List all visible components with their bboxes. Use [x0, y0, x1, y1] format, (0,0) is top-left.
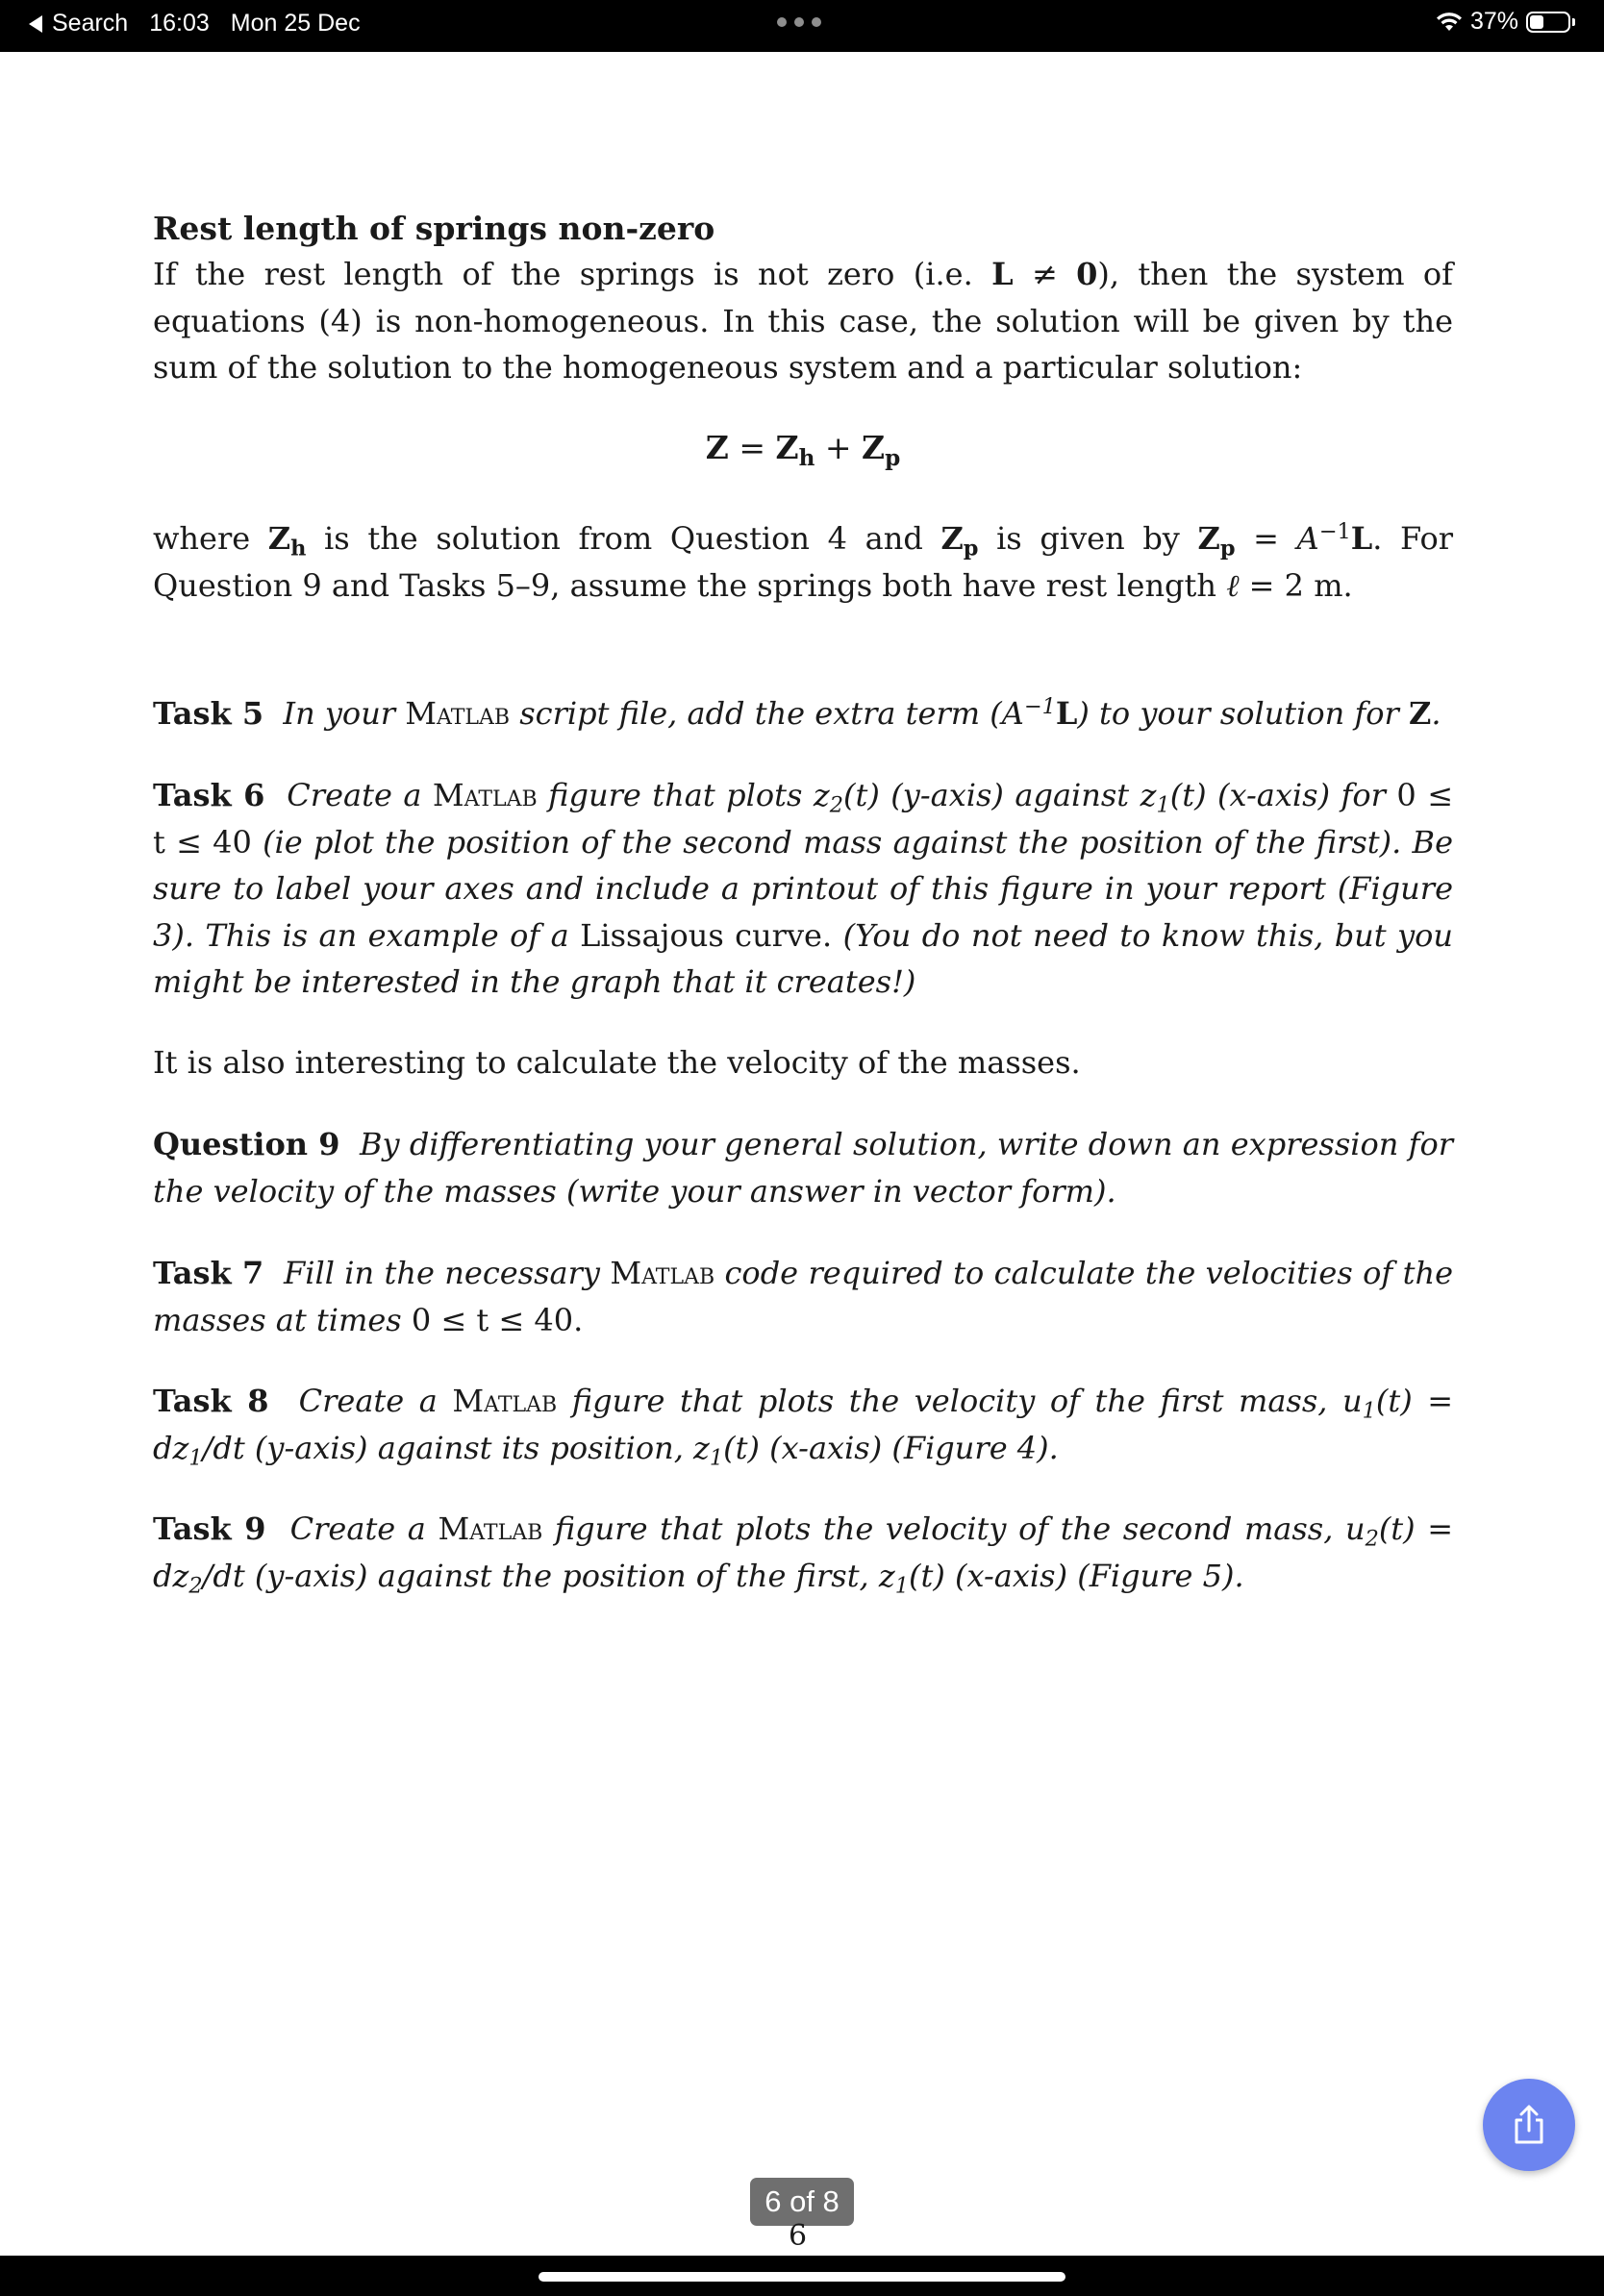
battery-cap	[1572, 18, 1575, 26]
task-8: Task 8 Create a Matlab figure that plots the velocity of the first mass, $u_1(t) = dz_1/dt$ (y-axis) against its position, $z_1(t)$ (x-axis) (Figure 4).	[153, 1383, 1454, 1471]
task-7: Task 7 Fill in the necessary Matlab code required to calculate the velocities of the masses at times 0 ≤ t ≤ 40.	[153, 1255, 1454, 1338]
question-9: Question 9 By differentiating your general solution, write down an expression for the velocity of the masses (write your answer in vector form).	[153, 1126, 1454, 1210]
page-number: 6	[789, 2219, 808, 2253]
wifi-icon	[1436, 12, 1463, 33]
dot	[777, 17, 787, 27]
battery-icon	[1526, 12, 1570, 33]
task-5: Task 5 In your Matlab script file, add the extra term $(A^{-1}L)$ to your solution for Z.	[153, 693, 1441, 732]
home-indicator[interactable]	[539, 2272, 1065, 2282]
task-6: Task 6 Create a Matlab figure that plots $z_2(t)$ (y-axis) against $z_1(t)$ (x-axis) for 0 ≤ t ≤ 40 (ie plot the position of the second mass against the position of the first). Be sure to label your axes and include a printout of this figure in your report (Figure 3). This is an example of a Lissajous curve. (You do not need to know this, but you might be interested in the graph that it creates!)	[153, 777, 1454, 1000]
back-to-search[interactable]	[29, 10, 361, 37]
task-9: Task 9 Create a Matlab figure that plots the velocity of the second mass, $u_2(t) = dz_2/dt$ (y-axis) against the position of the first, $z_1(t)$ (x-axis) (Figure 5).	[153, 1510, 1454, 1599]
back-label[interactable]: Search	[52, 10, 129, 37]
share-button[interactable]	[1483, 2079, 1575, 2171]
multitask-dots[interactable]	[777, 17, 821, 27]
status-date: Mon 25 Dec	[230, 10, 361, 37]
status-indicators	[1436, 8, 1575, 36]
equation-z: $Z = Z_h + Z_p$	[705, 429, 901, 471]
paragraph-particular: where $Z_h$ is the solution from Question 4 and $Z_p$ is given by $Z_p = A^{-1}L$. For Question 9 and Tasks 5–9, assume the springs both have rest length ℓ = 2 m.	[153, 518, 1454, 604]
battery-percent: 37%	[1469, 8, 1518, 35]
status-time: 16:03	[149, 10, 210, 37]
paragraph-intro: If the rest length of the springs is not zero (i.e. L ≠ 0), then the system of equations (4) is non-homogeneous. In this case, the solution will be given by the sum of the solution to the homogeneous system and a particular solution:	[153, 256, 1454, 386]
back-arrow-icon[interactable]	[29, 15, 42, 33]
status-bar	[0, 0, 1604, 52]
page-indicator: 6 of 8	[750, 2178, 854, 2226]
dot	[812, 17, 821, 27]
section-heading: Rest length of springs non-zero	[153, 210, 715, 247]
paragraph-velocity: It is also interesting to calculate the velocity of the masses.	[153, 1044, 1081, 1081]
dot	[794, 17, 804, 27]
share-icon	[1510, 2104, 1548, 2146]
